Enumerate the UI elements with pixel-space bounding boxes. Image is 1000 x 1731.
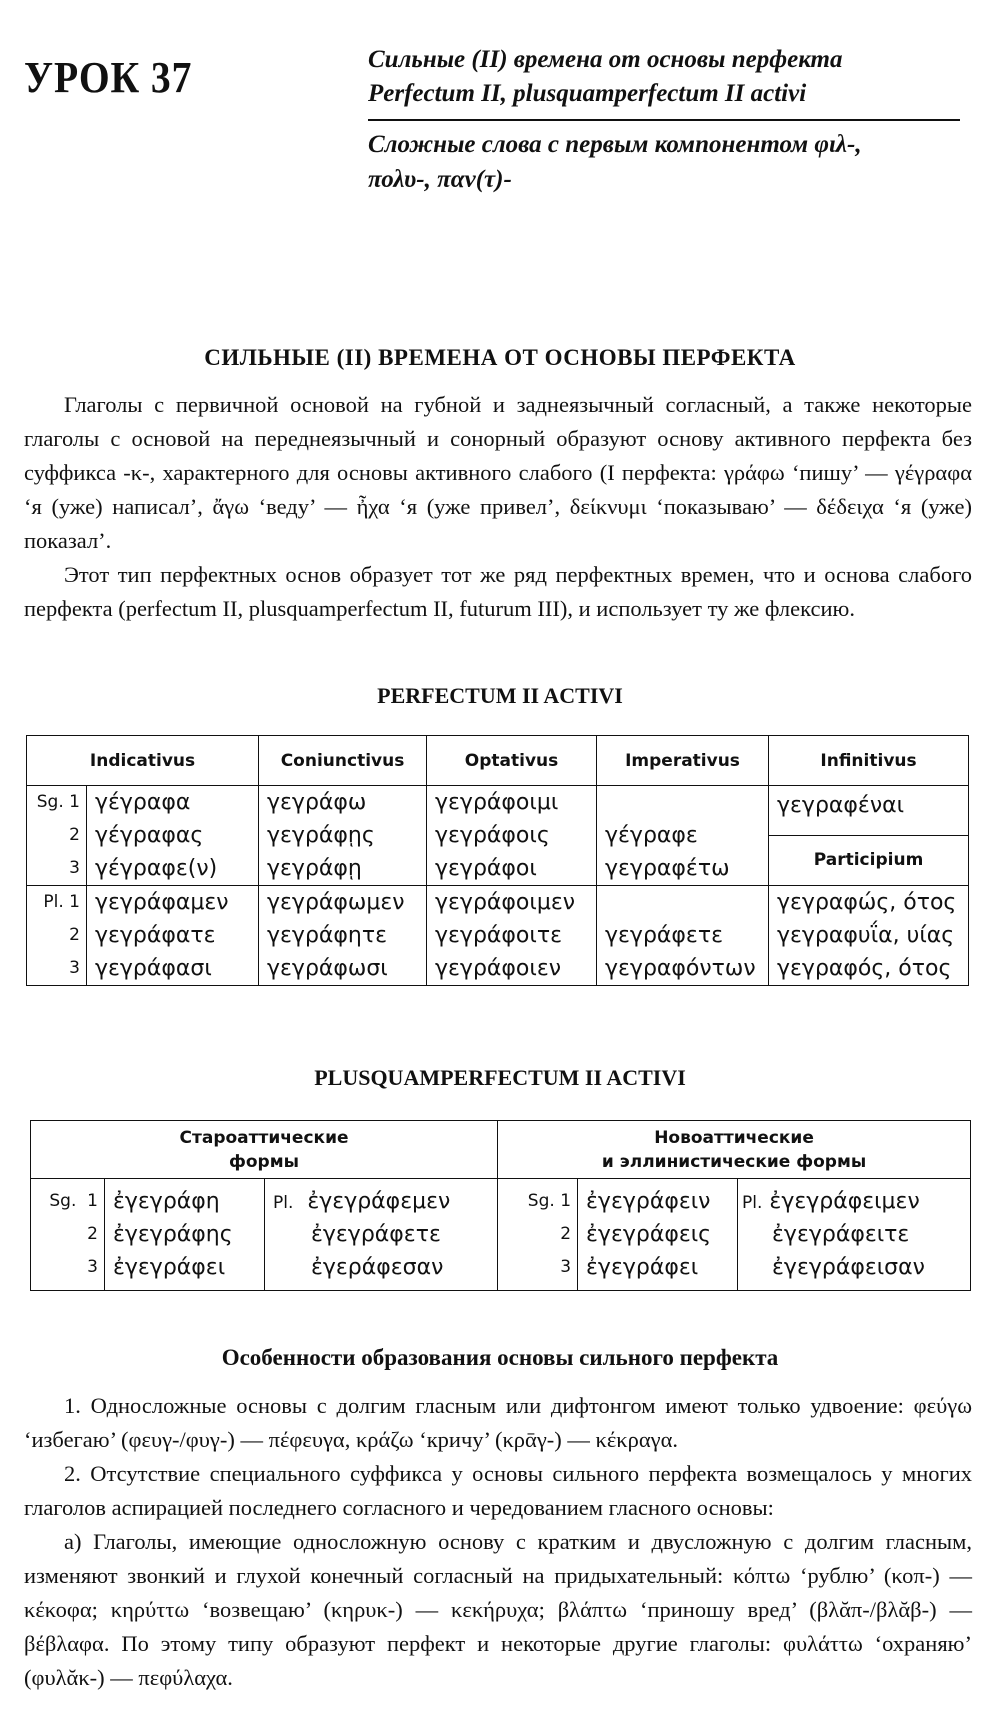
form: γεγράφοιτε (435, 923, 562, 948)
form: γεγράφω (267, 790, 367, 815)
form: γεγράφωμεν (267, 890, 405, 915)
form: γεγραφώς, ότος (777, 890, 957, 915)
topic-line-3: Сложные слова с первым компонентом φιλ-, (368, 131, 862, 158)
form-cell (105, 1179, 265, 1291)
column-header (498, 1121, 971, 1179)
form (605, 886, 768, 919)
form: γεγράφωσι (267, 956, 388, 981)
form: γεγράφοις (435, 823, 550, 848)
participium-header: Participium (813, 850, 924, 870)
header-line: и эллинистические формы (601, 1151, 867, 1172)
section-title: СИЛЬНЫЕ (II) ВРЕМЕНА ОТ ОСНОВЫ ПЕРФЕКТА (204, 345, 796, 370)
column-header: Optativus (427, 736, 597, 786)
number-label: Sg. (36, 792, 64, 812)
paragraph: 2. Отсутствие специального суффикса у основы сильного перфекта возмещалось у многих глаголов аспирацией последнего согласного и чередованием гласного основы: (24, 1461, 972, 1520)
column-header: Imperativus (597, 736, 769, 786)
plusquamperfectum-table (30, 1120, 971, 1291)
number-label: Sg. (527, 1191, 555, 1211)
form: γεγράφοι (435, 856, 537, 881)
section-body (24, 388, 972, 626)
form: γεγράφῃ (267, 856, 362, 881)
form: γεγραφέναι (769, 786, 968, 836)
form: ἐγεγράφεισαν (772, 1255, 925, 1280)
form: ἐγεράφεσαν (311, 1255, 444, 1280)
header-line: Новоаттические (654, 1127, 814, 1148)
person-number: 3 (560, 1257, 572, 1277)
number-label: Pl. (43, 892, 64, 912)
person-number: 2 (69, 925, 80, 945)
form: ἐγεγράφειν (586, 1189, 711, 1214)
form: γεγραφός, ότος (777, 956, 952, 981)
form: γέγραφας (95, 823, 204, 848)
person-number: 2 (560, 1224, 572, 1244)
form: ἐγεγράφειμεν (769, 1189, 920, 1214)
person-number: 3 (69, 958, 80, 978)
column-header: Indicativus (27, 736, 259, 786)
form: γέγραφε(ν) (95, 856, 218, 881)
form-cell (597, 886, 769, 986)
form-cell (597, 786, 769, 886)
form-cell (87, 886, 259, 986)
form: ἐγεγράφεις (586, 1222, 712, 1247)
person-number: 1 (69, 792, 80, 812)
form: γέγραφε (605, 823, 698, 848)
person-number: 1 (560, 1191, 572, 1211)
form: ἐγεγράφετε (311, 1222, 441, 1247)
form: ἐγεγράφει (113, 1255, 226, 1280)
person-cell (498, 1179, 578, 1291)
form: γεγράφοιεν (435, 956, 562, 981)
person-number: 1 (69, 892, 80, 912)
header-line: формы (229, 1151, 299, 1172)
form-cell (259, 886, 427, 986)
form: γεγραφυΐα, υίας (777, 923, 955, 948)
form-cell (427, 786, 597, 886)
topic-line-4: πολυ-, παν(τ)- (368, 166, 512, 193)
topic-line-1: Сильные (II) времена от основы перфекта (368, 46, 843, 73)
form: γεγράφητε (267, 923, 388, 948)
lesson-number: УРОК 37 (24, 53, 193, 102)
form: γεγραφέτω (605, 856, 730, 881)
person-number: 2 (69, 825, 80, 845)
form-cell (427, 886, 597, 986)
column-header: Infinitivus (769, 736, 969, 786)
form: γέγραφα (95, 790, 191, 815)
table-row (27, 786, 969, 886)
number-label: Sg. (49, 1191, 77, 1211)
table-row (27, 886, 969, 986)
form-cell (578, 1179, 738, 1291)
form (605, 786, 768, 819)
person-cell (27, 786, 87, 886)
paragraph: Этот тип перфектных основ образует тот же ряд перфектных времен, что и основа слабого перфекта (perfectum II, plusquamperfectum II, futurum III), и использует ту же флексию. (24, 562, 972, 621)
header-rule (368, 119, 960, 121)
person-cell (27, 886, 87, 986)
form: γεγράφαμεν (95, 890, 229, 915)
form: γεγράφετε (605, 923, 723, 948)
form-cell (265, 1179, 498, 1291)
form: ἐγεγράφη (113, 1189, 220, 1214)
paragraph: Глаголы с первичной основой на губной и заднеязычный согласный, а также некоторые глаголы с основой на переднеязычный и сонорный образуют основу активного перфекта без суффикса -κ-, характерного для основы активного слабого (I перфекта: γράφω ‘пишу’ — γέγραφα ‘я (уже) написал’, ἄγω ‘веду’ — ἦχα ‘я (уже привел’, δείκνυμι ‘показываю’ — δέδειχα ‘я (уже) показал’. (24, 392, 972, 553)
form: γεγράφασι (95, 956, 212, 981)
form-cell (259, 786, 427, 886)
form: γεγράφατε (95, 923, 216, 948)
section-body (24, 1389, 972, 1695)
form: ἐγεγράφης (113, 1222, 233, 1247)
person-cell (31, 1179, 105, 1291)
form: γεγράφοιμεν (435, 890, 576, 915)
form: γεγραφόντων (605, 956, 756, 981)
form-cell (769, 886, 969, 986)
perfectum-table (26, 735, 969, 986)
table-title: PLUSQUAMPERFECTUM II ACTIVI (314, 1065, 686, 1090)
section-title: Особенности образования основы сильного перфекта (221, 1345, 779, 1370)
form-cell (87, 786, 259, 886)
table-row (31, 1179, 971, 1291)
column-header: Coniunctivus (259, 736, 427, 786)
paragraph: а) Глаголы, имеющие односложную основу с кратким и двусложную с долгим гласным, изменяют звонкий и глухой конечный согласный на придыхательный: κόπτω ‘рублю’ (κοπ-) — κέκοφα; κηρύττω ‘возвещаю’ (κηρυκ-) — κεκήρυχα; βλάπτω ‘приношу вред’ (βλᾰπ-/βλᾰβ-) — βέβλαφα. По этому типу образуют перфект и некоторые другие глаголы: φυλάττω ‘охраняю’ (φυλᾰκ-) — πεφύλαχα. (24, 1529, 972, 1690)
person-number: 1 (87, 1191, 98, 1211)
number-label: Pl. (273, 1193, 294, 1213)
table-title: PERFECTUM II ACTIVI (377, 683, 623, 708)
header-line: Староаттические (179, 1127, 349, 1148)
infinitive-cell (769, 786, 969, 886)
column-header (31, 1121, 498, 1179)
person-number: 3 (87, 1257, 98, 1277)
form: γεγράφῃς (267, 823, 375, 848)
form: ἐγεγράφει (586, 1255, 699, 1280)
number-label: Pl. (742, 1193, 763, 1213)
form-cell (738, 1179, 971, 1291)
form: γεγράφοιμι (435, 790, 559, 815)
form: ἐγεγράφεμεν (307, 1189, 451, 1214)
paragraph: 1. Односложные основы с долгим гласным или дифтонгом имеют только удвоение: φεύγω ‘избегаю’ (φευγ-/φυγ-) — πέφευγα, κράζω ‘кричу’ (κρᾱγ-) — κέκραγα. (24, 1393, 972, 1452)
form: ἐγεγράφειτε (772, 1222, 910, 1247)
person-number: 3 (69, 858, 80, 878)
topic-line-2: Perfectum II, plusquamperfectum II activi (368, 80, 807, 107)
person-number: 2 (87, 1224, 98, 1244)
